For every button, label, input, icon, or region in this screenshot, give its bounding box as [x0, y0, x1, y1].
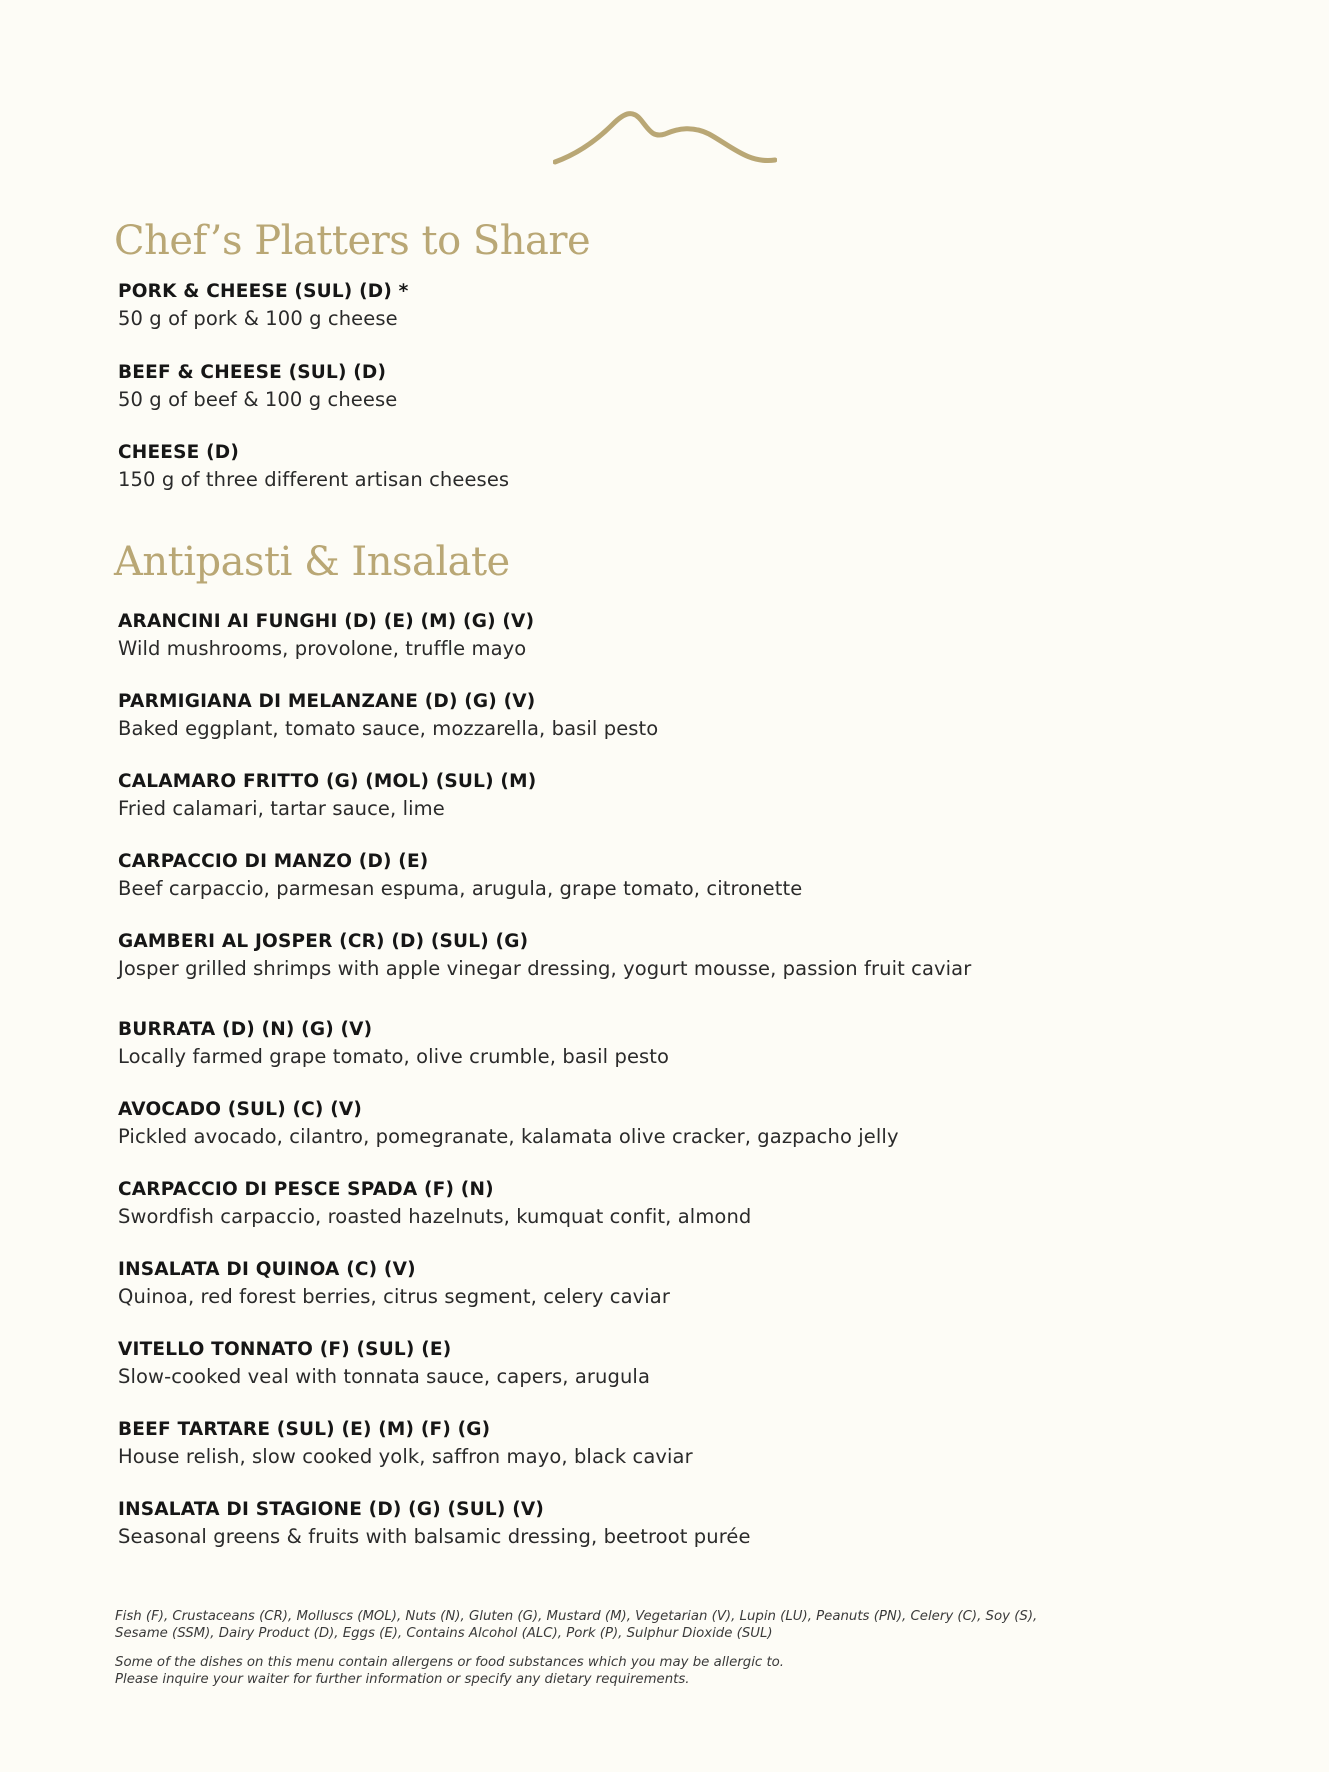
menu-item: [118, 360, 509, 413]
item-name: CHEESE (D): [118, 442, 240, 463]
item-description: Swordfish carpaccio, roasted hazelnuts, kumquat confit, almond: [118, 1205, 752, 1228]
item-description: 50 g of pork & 100 g cheese: [118, 307, 398, 330]
platters-list: [118, 279, 509, 493]
item-description: Slow-cooked veal with tonnata sauce, capers, arugula: [118, 1365, 651, 1388]
item-name: ARANCINI AI FUNGHI (D) (E) (M) (G) (V): [118, 611, 535, 632]
menu-item: [118, 1017, 971, 1070]
item-description: Josper grilled shrimps with apple vinegar dressing, yogurt mousse, passion fruit caviar: [118, 957, 972, 980]
menu-item: [118, 1417, 971, 1470]
item-name: CALAMARO FRITTO (G) (MOL) (SUL) (M): [118, 771, 537, 792]
item-description: House relish, slow cooked yolk, saffron mayo, black caviar: [118, 1445, 693, 1468]
menu-item: [118, 769, 971, 822]
item-description: Baked eggplant, tomato sauce, mozzarella, basil pesto: [118, 717, 659, 740]
section-title-platters: Chef’s Platters to Share: [114, 218, 591, 264]
menu-item: [118, 1497, 971, 1550]
mountain-wave-logo: [553, 108, 777, 174]
item-description: 50 g of beef & 100 g cheese: [118, 388, 398, 411]
item-name: GAMBERI AL JOSPER (CR) (D) (SUL) (G): [118, 931, 529, 952]
menu-item: [118, 1257, 971, 1310]
item-name: VITELLO TONNATO (F) (SUL) (E): [118, 1339, 452, 1360]
menu-item: [118, 440, 509, 493]
item-name: PARMIGIANA DI MELANZANE (D) (G) (V): [118, 691, 536, 712]
item-description: Quinoa, red forest berries, citrus segment, celery caviar: [118, 1285, 670, 1308]
item-name: CARPACCIO DI MANZO (D) (E): [118, 851, 429, 872]
item-description: Fried calamari, tartar sauce, lime: [118, 797, 445, 820]
item-description: Pickled avocado, cilantro, pomegranate, kalamata olive cracker, gazpacho jelly: [118, 1125, 899, 1148]
item-name: CARPACCIO DI PESCE SPADA (F) (N): [118, 1179, 494, 1200]
menu-item: [118, 1337, 971, 1390]
item-description: Seasonal greens & fruits with balsamic dressing, beetroot purée: [118, 1525, 751, 1548]
menu-item: [118, 279, 509, 332]
item-name: BURRATA (D) (N) (G) (V): [118, 1019, 373, 1040]
menu-item: [118, 689, 971, 742]
item-name: PORK & CHEESE (SUL) (D) *: [118, 281, 409, 302]
allergy-note-line: Please inquire your waiter for further information or specify any dietary requirements.: [115, 1672, 690, 1687]
menu-item: [118, 849, 971, 902]
allergy-note: [115, 1654, 1215, 1688]
allergen-footer: [115, 1608, 1215, 1700]
item-description: 150 g of three different artisan cheeses: [118, 468, 510, 491]
menu-item: [118, 609, 971, 662]
item-name: INSALATA DI STAGIONE (D) (G) (SUL) (V): [118, 1499, 545, 1520]
item-name: AVOCADO (SUL) (C) (V): [118, 1099, 363, 1120]
antipasti-list: [118, 609, 971, 1550]
allergen-legend-line: Sesame (SSM), Dairy Product (D), Eggs (E), Contains Alcohol (ALC), Pork (P), Sulphur Dioxide (SUL): [115, 1626, 773, 1641]
allergen-legend-line: Fish (F), Crustaceans (CR), Molluscs (MOL), Nuts (N), Gluten (G), Mustard (M), Vegetarian (V), Lupin (LU), Peanuts (PN), Celery (C), Soy (S),: [115, 1609, 1038, 1624]
item-name: BEEF TARTARE (SUL) (E) (M) (F) (G): [118, 1419, 491, 1440]
section-title-antipasti: Antipasti & Insalate: [114, 539, 510, 585]
item-description: Beef carpaccio, parmesan espuma, arugula, grape tomato, citronette: [118, 877, 803, 900]
menu-item: [118, 929, 971, 982]
menu-item: [118, 1097, 971, 1150]
item-name: INSALATA DI QUINOA (C) (V): [118, 1259, 416, 1280]
allergen-legend: [115, 1608, 1215, 1642]
menu-item: [118, 1177, 971, 1230]
item-description: Locally farmed grape tomato, olive crumble, basil pesto: [118, 1045, 670, 1068]
allergy-note-line: Some of the dishes on this menu contain allergens or food substances which you may be allergic to.: [115, 1655, 785, 1670]
item-name: BEEF & CHEESE (SUL) (D): [118, 362, 387, 383]
item-description: Wild mushrooms, provolone, truffle mayo: [118, 637, 527, 660]
